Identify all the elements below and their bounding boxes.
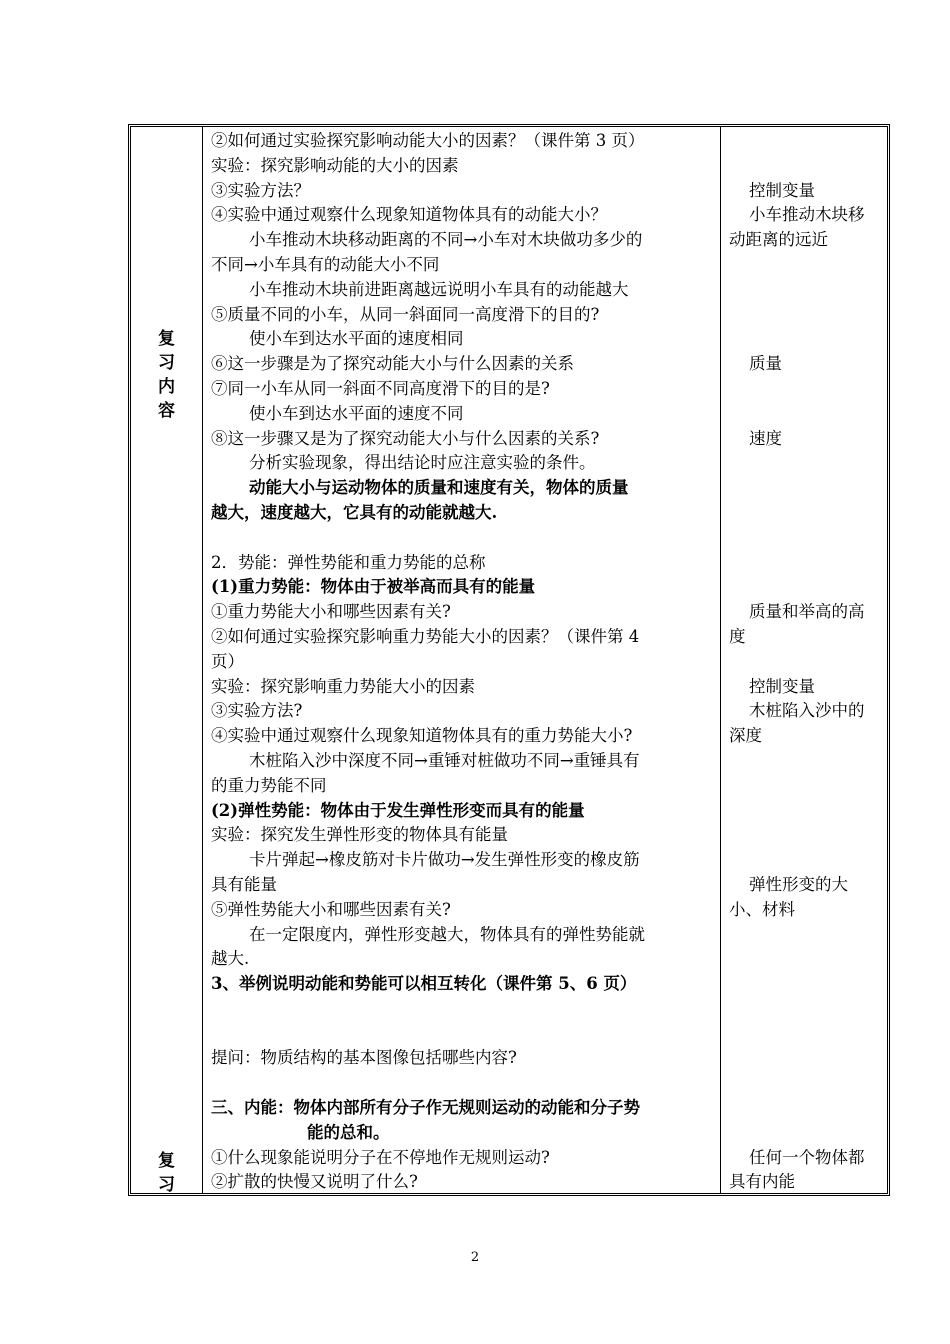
content-line: 的重力势能不同	[211, 775, 327, 795]
page-number: 2	[470, 1250, 480, 1265]
note-line	[729, 799, 887, 824]
note-line	[729, 327, 887, 352]
note-line: 具有内能	[729, 1172, 795, 1192]
note-line	[729, 947, 887, 972]
content-line	[211, 997, 715, 1022]
content-line: 不同→小车具有的动能大小不同	[211, 254, 440, 274]
main-content-column	[211, 129, 715, 1195]
label-char: 复	[158, 329, 175, 349]
content-line: 页）	[211, 651, 244, 671]
label-char: 内	[158, 377, 175, 397]
content-line: ④实验中通过观察什么现象知道物体具有的动能大小？	[211, 205, 607, 225]
note-line	[729, 154, 887, 179]
note-line: 木桩陷入沙中的	[749, 701, 865, 721]
content-line: 提问：物质结构的基本图像包括哪些内容?	[211, 1048, 517, 1068]
note-line	[729, 749, 887, 774]
content-line: ②扩散的快慢又说明了什么?	[211, 1172, 418, 1192]
content-line: 分析实验现象，得出结论时应注意实验的条件。	[249, 453, 596, 473]
note-line: 小、材料	[729, 899, 795, 919]
column-divider-left	[202, 127, 203, 1193]
note-line	[729, 923, 887, 948]
content-line: 越大.	[211, 949, 250, 969]
content-line: ④实验中通过观察什么现象知道物体具有的重力势能大小?	[211, 726, 633, 746]
note-line: 控制变量	[749, 676, 815, 696]
notes-column	[729, 129, 887, 1195]
note-line	[729, 526, 887, 551]
note-line	[729, 303, 887, 328]
content-line: 木桩陷入沙中深度不同→重锤对桩做功不同→重锤具有	[249, 750, 640, 770]
content-line: 实验：探究发生弹性形变的物体具有能量	[211, 825, 508, 845]
note-line: 质量	[749, 354, 782, 374]
content-line: ③实验方法?	[211, 701, 303, 721]
note-line	[729, 129, 887, 154]
content-line: 小车推动木块移动距离的不同→小车对木块做功多少的	[249, 230, 643, 250]
note-line	[729, 997, 887, 1022]
note-line	[729, 402, 887, 427]
content-line: ②如何通过实验探究影响重力势能大小的因素？（课件第 4	[211, 626, 640, 646]
note-line	[729, 451, 887, 476]
content-line: ⑦同一小车从同一斜面不同高度滑下的目的是?	[211, 378, 550, 398]
content-line: 三、内能：物体内部所有分子作无规则运动的动能和分子势	[211, 1098, 640, 1118]
content-line: ⑥这一步骤是为了探究动能大小与什么因素的关系	[211, 354, 574, 374]
note-line	[729, 972, 887, 997]
note-line	[729, 501, 887, 526]
content-line: 具有能量	[211, 874, 277, 894]
label-char: 复	[158, 1151, 175, 1171]
note-line: 弹性形变的大	[749, 874, 848, 894]
note-line	[729, 1071, 887, 1096]
label-char: 习	[158, 353, 175, 373]
note-line	[729, 774, 887, 799]
content-line: 使小车到达水平面的速度不同	[249, 403, 464, 423]
content-line: 3、举例说明动能和势能可以相互转化（课件第 5、6 页）	[211, 974, 637, 994]
content-line: (2)弹性势能：物体由于发生弹性形变而具有的能量	[211, 800, 585, 820]
review-table	[128, 124, 890, 1196]
content-line	[211, 526, 715, 551]
content-line: 使小车到达水平面的速度相同	[249, 329, 464, 349]
note-line	[729, 1096, 887, 1121]
content-line: ⑤质量不同的小车，从同一斜面同一高度滑下的目的?	[211, 304, 600, 324]
note-line	[729, 551, 887, 576]
note-line: 质量和举高的高	[749, 602, 865, 622]
content-line: 2．势能：弹性势能和重力势能的总称	[211, 552, 486, 572]
note-line: 控制变量	[749, 180, 815, 200]
section-label-review-content	[131, 327, 202, 423]
note-line	[729, 1046, 887, 1071]
note-line: 动距离的远近	[729, 230, 828, 250]
content-line: 小车推动木块前进距离越远说明小车具有的动能越大	[249, 279, 629, 299]
content-line: 动能大小与运动物体的质量和速度有关，物体的质量	[249, 478, 629, 498]
content-line: ③实验方法？	[211, 180, 310, 200]
note-line	[729, 476, 887, 501]
note-line	[729, 1121, 887, 1146]
content-line: ⑧这一步骤又是为了探究动能大小与什么因素的关系?	[211, 428, 600, 448]
note-line: 小车推动木块移	[749, 205, 865, 225]
note-line	[729, 650, 887, 675]
note-line	[729, 278, 887, 303]
content-line: (1)重力势能：物体由于被举高而具有的能量	[211, 577, 536, 597]
content-line: 能的总和。	[307, 1122, 390, 1142]
label-char: 习	[158, 1175, 175, 1195]
note-line	[729, 253, 887, 278]
column-divider-right	[720, 127, 721, 1193]
content-line: ⑤弹性势能大小和哪些因素有关?	[211, 899, 451, 919]
note-line: 任何一个物体都	[749, 1147, 865, 1167]
note-line	[729, 848, 887, 873]
content-line: 实验：探究影响动能的大小的因素	[211, 155, 459, 175]
note-line: 深度	[729, 726, 762, 746]
content-line: ①重力势能大小和哪些因素有关?	[211, 602, 451, 622]
note-line	[729, 377, 887, 402]
note-line	[729, 575, 887, 600]
content-line: 实验：探究影响重力势能大小的因素	[211, 676, 475, 696]
content-line	[211, 1022, 715, 1047]
content-line: 越大，速度越大，它具有的动能就越大.	[211, 502, 498, 522]
content-line: 在一定限度内，弹性形变越大，物体具有的弹性势能就	[249, 924, 645, 944]
content-line: ①什么现象能说明分子在不停地作无规则运动?	[211, 1147, 550, 1167]
content-line	[211, 1071, 715, 1096]
note-line: 速度	[749, 428, 782, 448]
note-line	[729, 1022, 887, 1047]
label-char: 容	[158, 401, 175, 421]
content-line: ②如何通过实验探究影响动能大小的因素？（课件第 3 页）	[211, 131, 645, 150]
section-label-review-bottom	[131, 1149, 202, 1197]
content-line: 卡片弹起→橡皮筋对卡片做功→发生弹性形变的橡皮筋	[249, 850, 640, 870]
note-line	[729, 823, 887, 848]
note-line: 度	[729, 626, 746, 646]
